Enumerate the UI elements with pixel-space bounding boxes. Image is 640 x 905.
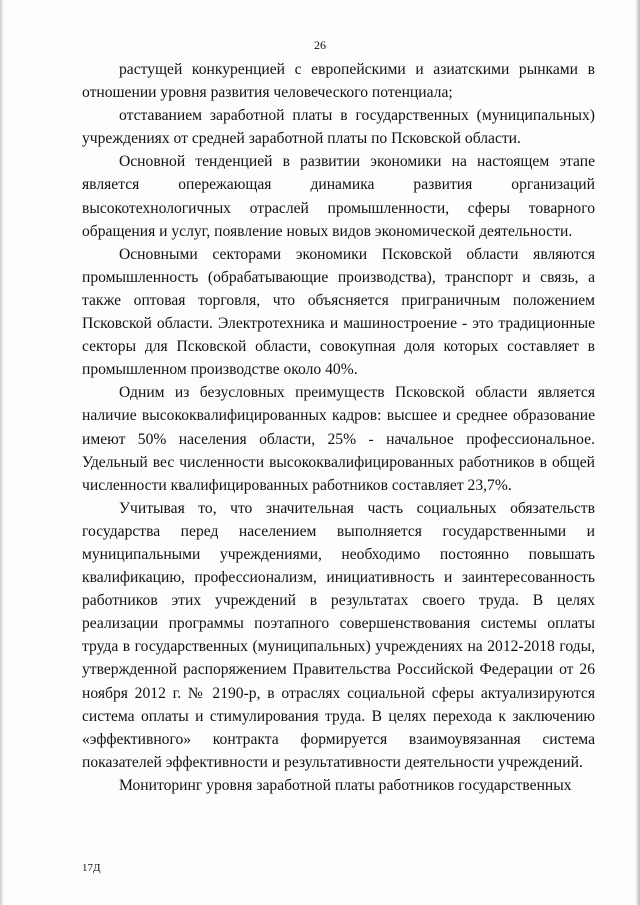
paragraph: Мониторинг уровня заработной платы работников государственных [119, 776, 572, 794]
paragraph: Основной тенденцией в развитии экономики на настоящем этапе является опережающая динамика развития организаций высокотехнологичных отраслей промышленности, сферы товарного обращения и услуг, появление новых видов экономической деятельности. [82, 153, 595, 240]
paragraph: Одним из безусловных преимуществ Псковской области является наличие высококвалифицированных кадров: высшее и среднее образование имеют 50% населения области, 25% - начальное профессиональное. Удельный вес численности высококвалифицированных работников в общей численности квалифицированных работников составляет 23,7%. [82, 384, 595, 494]
paragraph: растущей конкуренцией с европейскими и азиатскими рынками в отношении уровня развития человеческого потенциала; [82, 61, 595, 102]
body-text [82, 58, 595, 797]
footer-code: 17Д [82, 862, 101, 874]
paragraph: Основными секторами экономики Псковской области являются промышленность (обрабатывающие производства), транспорт и связь, а также оптовая торговля, что объясняется приграничным положением Псковской области. Электротехника и машиностроение - это традиционные секторы для Псковской области, совокупная доля которых составляет в промышленном производстве около 40%. [82, 245, 595, 379]
scan-edge-right [635, 0, 640, 905]
page-number: 26 [314, 38, 326, 52]
paragraph: отставанием заработной платы в государственных (муниципальных) учреждениях от средней заработной платы по Псковской области. [82, 107, 595, 148]
scan-edge-left [0, 0, 4, 905]
paragraph: Учитывая то, что значительная часть социальных обязательств государства перед населением выполняется государственными и муниципальными учреждениями, необходимо постоянно повышать квалификацию, профессионализм, инициативность и заинтересованность работников этих учреждений в результатах своего труда. В целях реализации программы поэтапного совершенствования системы оплаты труда в государственных (муниципальных) учреждениях на 2012-2018 годы, утвержденной распоряжением Правительства Российской Федерации от 26 ноября 2012 г. № 2190-р, в отраслях социальной сферы актуализируются система оплаты и стимулирования труда. В целях перехода к заключению «эффективного» контракта формируется взаимоувязанная система показателей эффективности и результативности деятельности учреждений. [82, 499, 595, 771]
